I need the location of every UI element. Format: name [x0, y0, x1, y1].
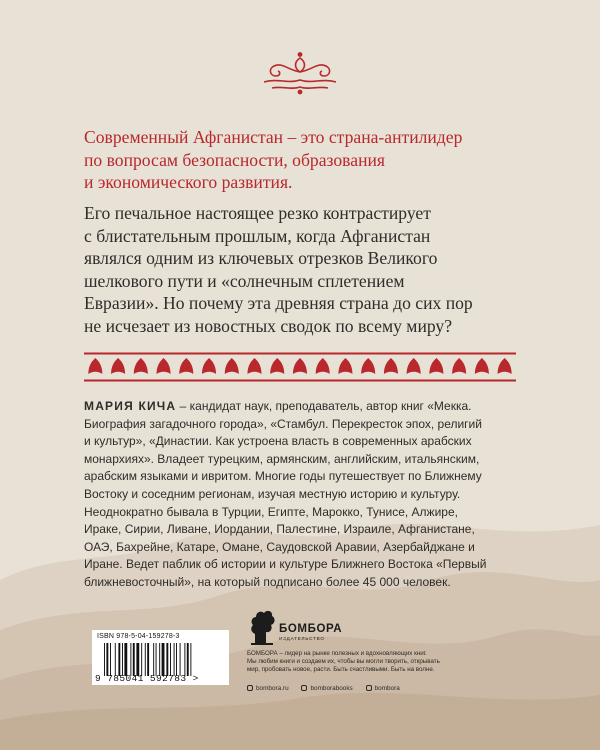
barcode-digits: 9 785041 592783 > — [95, 673, 199, 684]
bio-line: ОАЭ, Бахрейне, Катаре, Омане, Саудовской Аравии, Азербайджане и — [84, 539, 475, 554]
author-name: МАРИЯ КИЧА — [84, 399, 177, 413]
social-label: bombora — [374, 685, 400, 692]
body-paragraph — [84, 202, 524, 337]
barcode-bar — [176, 643, 177, 676]
barcode-bar — [147, 643, 149, 676]
barcode-bar — [187, 643, 189, 676]
barcode-bar — [184, 643, 185, 676]
barcode-bar — [130, 643, 131, 676]
publisher-social — [247, 685, 527, 692]
author-bio — [84, 398, 524, 592]
band-motif-icon — [475, 358, 489, 374]
band-motif-icon — [134, 358, 148, 374]
barcode-icon — [102, 643, 222, 676]
bio-line: Ираке, Сирии, Ливане, Иордании, Палестине, Израиле, Афганистане, — [84, 522, 475, 537]
body-line: Евразии». Но почему эта древняя страна до сих пор — [84, 293, 473, 313]
top-ornament-icon — [258, 52, 342, 96]
social-label: bombora.ru — [256, 685, 289, 692]
band-motif-icon — [225, 358, 239, 374]
body-line: являлся одним из ключевых отрезков Великого — [84, 248, 438, 268]
bio-line: Востоку и соседним регионам, изучая местную историю и культуру. — [84, 486, 461, 501]
publisher-slogan — [247, 650, 527, 675]
barcode-bar — [106, 643, 108, 676]
barcode-bar — [180, 643, 181, 676]
band-motif-icon — [88, 358, 102, 374]
social-instagram[interactable] — [366, 685, 400, 692]
barcode-bar — [104, 643, 105, 676]
band-motif-icon — [452, 358, 466, 374]
band-motif-icon — [384, 358, 398, 374]
band-motif-icon — [293, 358, 307, 374]
band-motif-icon — [429, 358, 443, 374]
band-motif-icon — [157, 358, 171, 374]
barcode-bar — [118, 643, 120, 676]
slogan-line: Мы любим книги и создаем их, чтобы вы могли творить, открывать — [247, 658, 440, 666]
barcode-bar — [170, 643, 171, 676]
bio-line: Иране. Ведет паблик об истории и культуре Ближнего Востока «Первый — [84, 557, 487, 572]
barcode-bar — [124, 643, 127, 676]
lead-line: и экономического развития. — [84, 172, 293, 192]
band-motif-icon — [338, 358, 352, 374]
barcode-bar — [159, 643, 160, 676]
barcode-bar — [174, 643, 175, 676]
barcode-bar — [190, 643, 191, 676]
barcode-bar — [153, 643, 154, 676]
ornamental-band-icon — [84, 352, 516, 382]
barcode-bar — [110, 643, 111, 676]
band-motif-icon — [248, 358, 262, 374]
barcode-bar — [156, 643, 157, 676]
social-website[interactable] — [247, 685, 289, 692]
bio-line: Биография загадочного города», «Стамбул. Перекресток эпох, религий — [84, 416, 482, 431]
bio-line: монархиях». Владеет турецким, армянским, английским, итальянским, — [84, 451, 480, 466]
bio-text: – кандидат наук, преподаватель, автор книг «Мекка. — [176, 399, 472, 413]
body-line: с блистательным прошлым, когда Афганистан — [84, 225, 431, 246]
social-label: bomborabooks — [310, 685, 353, 692]
bio-line: арабским языками и ивритом. Многие годы путешествует по Ближнему — [84, 469, 482, 484]
barcode-bar — [136, 643, 139, 676]
lead-paragraph — [84, 126, 524, 194]
globe-icon — [247, 685, 253, 691]
social-vk[interactable] — [301, 685, 352, 692]
slogan-line: мир, пробовать новое, расти. Быть счастливыми. Быть на волне. — [247, 666, 435, 674]
band-motif-icon — [202, 358, 216, 374]
barcode-bar — [133, 643, 135, 676]
body-line: не исчезает из новостных сводок по всему миру? — [84, 315, 453, 336]
barcode-bar — [166, 643, 168, 676]
isbn-label: ISBN 978-5-04-159278-3 — [97, 633, 180, 640]
publisher-subtitle: ИЗДАТЕЛЬСТВО — [279, 636, 325, 641]
slogan-line: БОМБОРА – лидер на рынке полезных и вдохновляющих книг. — [247, 650, 427, 657]
band-motif-icon — [270, 358, 284, 374]
vk-icon — [301, 685, 307, 691]
bombora-logo-icon — [247, 604, 277, 646]
body-line: Его печальное настоящее резко контрастирует — [84, 203, 431, 223]
band-motif-icon — [407, 358, 421, 374]
lead-line: Современный Афганистан – это страна-антилидер — [84, 127, 463, 147]
barcode-bar — [115, 643, 116, 676]
barcode-bar — [145, 643, 146, 676]
body-line: шелкового пути и «солнечным сплетением — [84, 270, 405, 291]
isbn-barcode-box — [92, 630, 229, 685]
band-motif-icon — [179, 358, 193, 374]
band-motif-icon — [111, 358, 125, 374]
barcode-bar — [162, 643, 165, 676]
bio-line: Неоднократно бывала в Турции, Египте, Марокко, Тунисе, Алжире, — [84, 504, 458, 519]
barcode-bar — [122, 643, 123, 676]
band-motif-icon — [361, 358, 375, 374]
lead-line: по вопросам безопасности, образования — [84, 149, 385, 170]
bio-first-line — [84, 398, 524, 416]
band-motif-icon — [316, 358, 330, 374]
barcode-bar — [141, 643, 142, 676]
bio-line: и культур», «Династии. Как устроена власть в современных арабских — [84, 434, 472, 449]
bio-line: ближневосточный», на который подписано более 45 000 человек. — [84, 574, 451, 589]
band-motif-icon — [498, 358, 512, 374]
instagram-icon — [366, 685, 372, 691]
publisher-name: БОМБОРА — [279, 623, 343, 635]
